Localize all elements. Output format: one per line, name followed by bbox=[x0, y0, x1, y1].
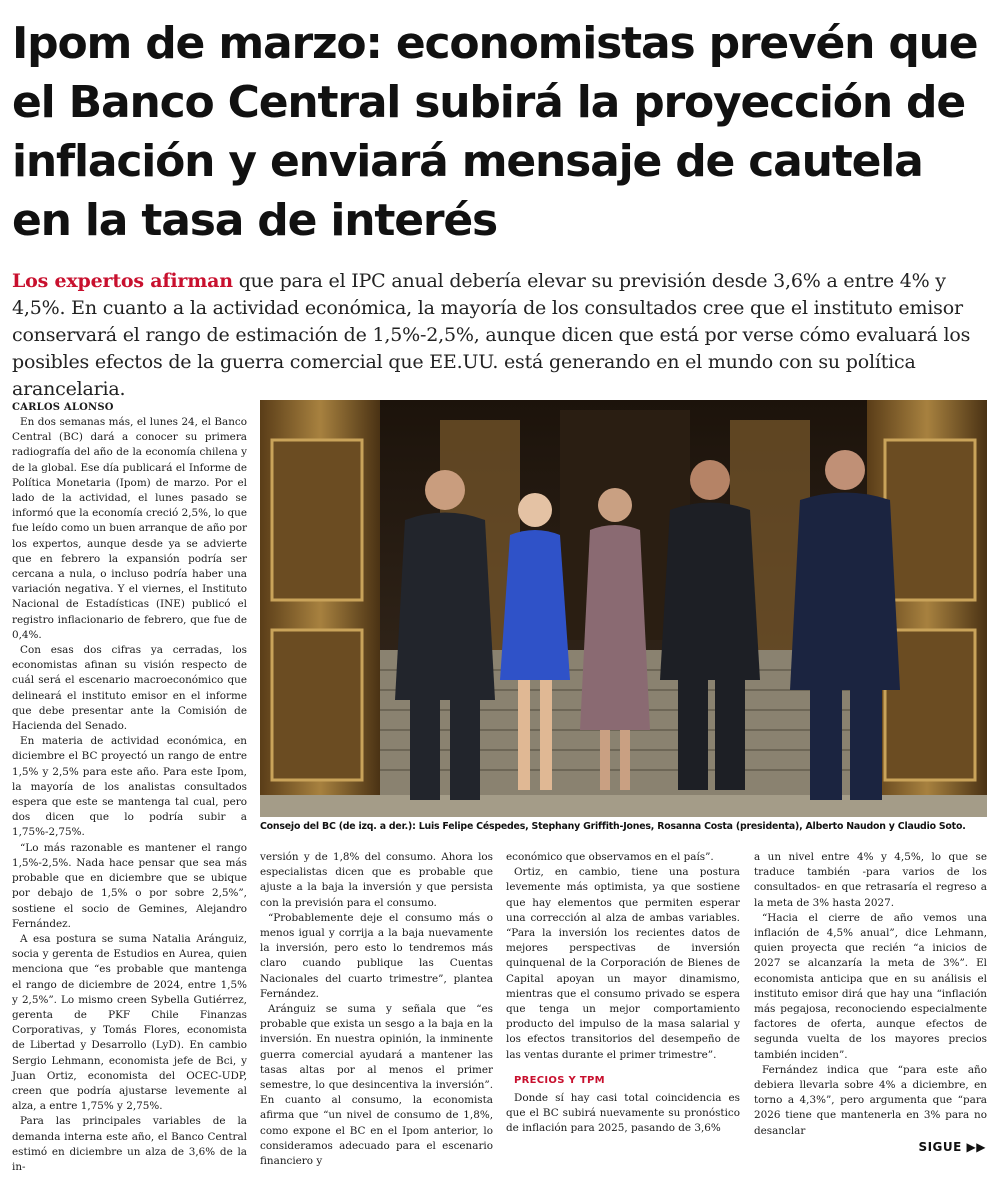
subhead: PRECIOS Y TPM bbox=[514, 1074, 605, 1086]
photo-caption: Consejo del BC (de izq. a der.): Luis Felipe Céspedes, Stephany Griffith-Jones, Rosanna Costa (presidenta), Alberto Naudon y Claudio Soto. bbox=[260, 821, 966, 832]
paragraph: Fernández indica que “para este año debiera llevarla sobre 4% a diciembre, en torno a 4,3%”, pero argumenta que “para 2026 tiene que mantenerla en 3% para no desanclar bbox=[754, 1063, 987, 1137]
paragraph: “Lo más razonable es mantener el rango 1,5%-2,5%. Nada hace pensar que sea más probable que en diciembre que se ubique por debajo de 1,5% o por sobre 2,5%”, sostiene el socio de Gemines, Alejandro Fernández. bbox=[12, 841, 247, 930]
paragraph: Ortiz, en cambio, tiene una postura levemente más optimista, ya que sostiene que hay elementos que permiten esperar una corrección al alza de ambas variables. “Para la inversión los recientes datos de mejores perspectivas de inversión quinquenal de la Corporación de Bienes de Capital apoyan un mayor dinamismo, mientras que el consumo privado se espera que tenga un mejor comportamiento producto del impulso de la masa salarial y los efectos transitorios del desempeño de las ventas durante el primer trimestre”. bbox=[506, 866, 740, 1061]
paragraph: Para las principales variables de la demanda interna este año, el Banco Central estimó en diciembre un alza de 3,6% de la in- bbox=[12, 1115, 247, 1173]
headline: Ipom de marzo: economistas prevén que el Banco Central subirá la proyección de inflación y enviará mensaje de cautela en la tasa de interés bbox=[12, 18, 978, 246]
paragraph: a un nivel entre 4% y 4,5%, lo que se traduce también -para varios de los consultados- en que retrasaría el regreso a la meta de 3% hasta 2027. bbox=[754, 851, 987, 909]
paragraph: En dos semanas más, el lunes 24, el Banco Central (BC) dará a conocer su primera radiografía del año de la economía chilena y de la global. Ese día publicará el Informe de Política Monetaria (Ipom) de marzo. Por el lado de la actividad, el lunes pasado se informó que la economía creció 2,5%, lo que fue leído como un buen arranque de año por los expertos, aunque desde ya se advierte que en febrero la expansión podría ser cercana a nula, o incluso podría haber una variación negativa. Y el viernes, el Instituto Nacional de Estadísticas (INE) publicó el registro inflacionario de febrero, que fue de 0,4%. bbox=[12, 416, 247, 641]
byline: CARLOS ALONSO bbox=[12, 402, 114, 413]
continue-label: SIGUE ▶▶ bbox=[918, 1140, 986, 1154]
column-2 bbox=[260, 850, 493, 1168]
deck-text: que para el IPC anual debería elevar su previsión desde 3,6% a entre 4% y 4,5%. En cuanto a la actividad económica, la mayoría de los consultados cree que el instituto emisor conservará el rango de estimación de 1,5%-2,5%, aunque dicen que está por verse cómo evaluará los posibles efectos de la guerra comercial que EE.UU. está generando en el mundo con su política arancelaria. bbox=[12, 270, 971, 400]
board-photo bbox=[260, 400, 987, 817]
paragraph: versión y de 1,8% del consumo. Ahora los especialistas dicen que es probable que ajuste a la baja la inversión y que persista con la previsión para el consumo. bbox=[260, 851, 493, 909]
deck-lead: Los expertos afirman bbox=[12, 270, 233, 292]
paragraph: Donde sí hay casi total coincidencia es que el BC subirá nuevamente su pronóstico de inflación para 2025, pasando de 3,6% bbox=[506, 1092, 740, 1135]
deck bbox=[12, 268, 987, 403]
paragraph: económico que observamos en el país”. bbox=[506, 851, 714, 863]
column-1 bbox=[12, 415, 247, 1173]
paragraph: En materia de actividad económica, en diciembre el BC proyectó un rango de entre 1,5% y 2,5% para este año. Para este Ipom, la mayoría de los analistas consultados espera que este se mantenga tal cual, pero dos dicen que lo podría subir a 1,75%-2,75%. bbox=[12, 735, 247, 839]
paragraph: Con esas dos cifras ya cerradas, los economistas afinan su visión respecto de cuál será el escenario macroeconómico que delineará el instituto emisor en el informe que debe presentar ante la Comisión de Hacienda del Senado. bbox=[12, 644, 247, 733]
paragraph: “Probablemente deje el consumo más o menos igual y corrija a la baja nuevamente la inversión, pero esto lo tendremos más claro cuando publique las Cuentas Nacionales del cuarto trimestre”, plantea Fernández. bbox=[260, 911, 493, 1000]
column-4 bbox=[754, 850, 987, 1150]
column-3 bbox=[506, 850, 740, 1160]
paragraph: A esa postura se suma Natalia Aránguiz, socia y gerenta de Estudios en Aurea, quien menciona que “es probable que mantenga el rango de diciembre de 2024, entre 1,5% y 2,5%”. Lo mismo creen Sybella Gutiérrez, gerenta de PKF Chile Finanzas Corporativas, y Tomás Flores, economista de Libertad y Desarrollo (LyD). En cambio Sergio Lehmann, economista jefe de Bci, y Juan Ortiz, economista del OCEC-UDP, creen que podría ajustarse levemente al alza, a entre 1,75% y 2,75%. bbox=[12, 932, 247, 1113]
paragraph: Aránguiz se suma y señala que “es probable que exista un sesgo a la baja en la inversión. En nuestra opinión, la inminente guerra comercial ayudará a mantener las tasas altas por al menos el primer semestre, lo que desincentiva la inversión”. En cuanto al consumo, la economista afirma que “un nivel de consumo de 1,8%, como expone el BC en el Ipom anterior, lo consideramos adecuado para el escenario financiero y bbox=[260, 1003, 493, 1168]
paragraph: “Hacia el cierre de año vemos una inflación de 4,5% anual”, dice Lehmann, quien proyecta que recién “a inicios de 2027 se alcanzaría la meta de 3%”. El economista anticipa que en su análisis el instituto emisor dirá que hay una “inflación más pegajosa, reconociendo especialmente factores de oferta, aunque efectos de segunda vuelta de los mayores precios también inciden”. bbox=[754, 911, 987, 1061]
